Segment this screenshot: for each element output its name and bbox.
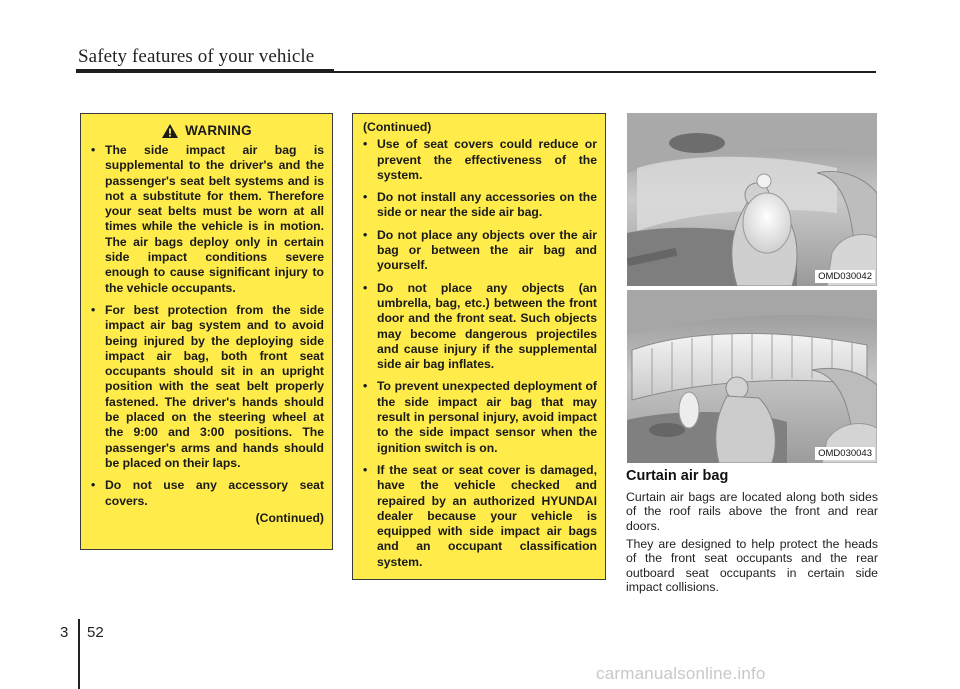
image-code: OMD030043 [815,447,875,460]
warning-item: • For best protection from the side impact air bag system and to avoid being injured by the deploying side impact air bag, both front seat occupants should sit in an upright position with the seat belt properly fastened. The driver's hands should be placed on the steering wheel at the 9:00 and 3:00 positions. The passenger's arms and hands should be placed on their laps. [89,303,324,471]
warning-item: • Do not place any objects (an umbrella, bag, etc.) between the front door and the front seat. Such objects may become dangerous projectiles and cause injury if the supplemental side air bag inflates. [361,281,597,373]
page-number: 52 [87,624,104,641]
warning-box [80,113,333,550]
continued-label: (Continued) [363,120,432,134]
warning-item: • Do not install any accessories on the side or near the side air bag. [361,190,597,221]
warning-item: • Do not use any accessory seat covers. [89,478,324,509]
warning-item: • The side impact air bag is supplemental to the driver's and the passenger's seat belt systems and is not a substitute for them. Therefore your seat belts must be worn at all times while the vehicle is in motion. The air bags deploy only in certain side impact conditions severe enough to cause significant injury to the vehicle occupants. [89,143,324,296]
warning-item: • Do not place any objects over the air bag or between the air bag and yourself. [361,228,597,274]
section-title: Curtain air bag [626,468,729,484]
warning-header [89,120,324,142]
watermark: carmanualsonline.info [596,664,766,683]
curtain-airbag-illustration [627,290,877,463]
header-rule-thin [334,71,876,73]
footer-rule [78,619,80,689]
body-paragraph: Curtain air bags are located along both sides of the roof rails above the front and rear doors. [626,490,878,533]
side-airbag-illustration [627,113,877,286]
warning-title: WARNING [185,123,252,139]
warning-triangle-icon [161,123,179,139]
continued-warning-box [352,113,606,580]
page-header-title: Safety features of your vehicle [78,46,315,67]
warning-list [89,143,324,509]
continued-warning-list [361,137,597,570]
warning-item: • If the seat or seat cover is damaged, have the vehicle checked and repaired by an authorized HYUNDAI dealer because your vehicle is equipped with side impact air bags and an occupant classification system. [361,463,597,570]
image-code: OMD030042 [815,270,875,283]
body-paragraph: They are designed to help protect the heads of the front seat occupants and the rear outboard seat occupants in certain side impact collisions. [626,537,878,595]
warning-item: • Use of seat covers could reduce or prevent the effectiveness of the system. [361,137,597,183]
header-rule-thick [76,69,334,73]
continued-label: (Continued) [255,510,324,525]
warning-item: • To prevent unexpected deployment of the side impact air bag that may result in personal injury, avoid impact to the side impact sensor when the ignition switch is on. [361,379,597,455]
chapter-number: 3 [60,624,69,641]
